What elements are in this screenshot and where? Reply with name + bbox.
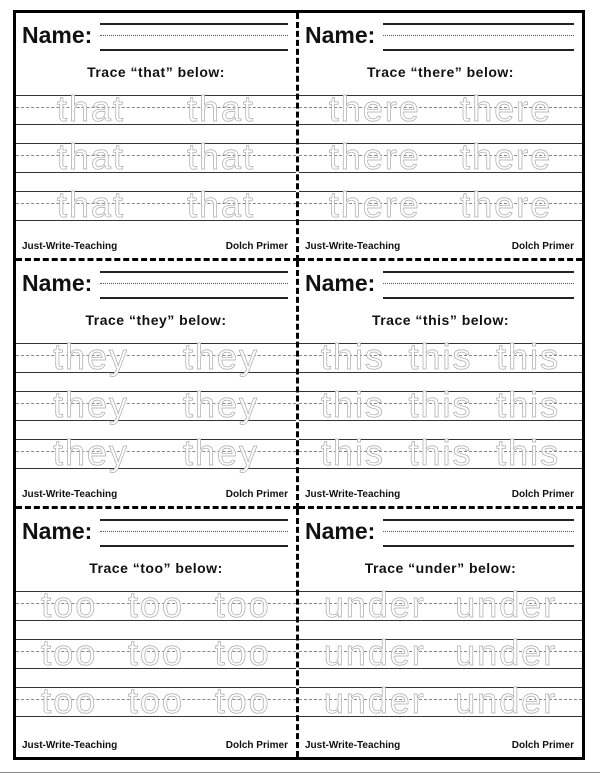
traceable-words (299, 585, 582, 625)
traceable-word[interactable]: they (52, 336, 130, 377)
traceable-words (16, 137, 296, 177)
footer-brand: Just-Write-Teaching (22, 489, 118, 500)
handwriting-row (299, 136, 582, 177)
traceable-words (299, 89, 582, 129)
traceable-word[interactable]: they (182, 336, 260, 377)
traceable-word[interactable]: too (127, 584, 184, 625)
traceable-word[interactable]: this (320, 432, 385, 473)
page-divider (0, 772, 600, 773)
name-line-bottom (383, 297, 574, 299)
traceable-words (16, 89, 296, 129)
traceable-word[interactable]: under (455, 680, 558, 721)
trace-card-they (16, 261, 299, 509)
trace-card-there (299, 13, 582, 261)
footer-level: Dolch Primer (225, 489, 288, 500)
footer-level: Dolch Primer (511, 740, 574, 751)
traceable-word[interactable]: too (41, 584, 98, 625)
traceable-words (299, 385, 582, 425)
traceable-words (299, 137, 582, 177)
name-input-line[interactable] (100, 531, 288, 532)
trace-card-too (16, 509, 299, 757)
name-input-line[interactable] (383, 531, 574, 532)
name-line-top (383, 23, 574, 25)
name-input-line[interactable] (100, 35, 288, 36)
handwriting-row (299, 432, 582, 473)
traceable-words (16, 185, 296, 225)
name-line-bottom (100, 49, 288, 51)
footer-brand: Just-Write-Teaching (22, 740, 118, 751)
handwriting-row (16, 136, 296, 177)
traceable-word[interactable]: too (41, 632, 98, 673)
traceable-word[interactable]: there (328, 184, 421, 225)
traceable-words (299, 185, 582, 225)
traceable-word[interactable]: this (408, 336, 473, 377)
traceable-word[interactable]: they (182, 432, 260, 473)
traceable-word[interactable]: there (328, 88, 421, 129)
traceable-word[interactable]: under (323, 632, 426, 673)
handwriting-row (299, 680, 582, 721)
traceable-word[interactable]: too (41, 680, 98, 721)
name-line-bottom (100, 297, 288, 299)
traceable-word[interactable]: under (323, 680, 426, 721)
name-line-bottom (383, 49, 574, 51)
traceable-word[interactable]: this (408, 432, 473, 473)
traceable-words (16, 633, 296, 673)
footer-brand: Just-Write-Teaching (305, 740, 401, 751)
handwriting-row (299, 632, 582, 673)
traceable-word[interactable]: this (320, 336, 385, 377)
traceable-words (16, 681, 296, 721)
traceable-word[interactable]: this (408, 384, 473, 425)
handwriting-row (299, 184, 582, 225)
footer-brand: Just-Write-Teaching (22, 241, 118, 252)
traceable-word[interactable]: that (56, 88, 126, 129)
traceable-words (16, 433, 296, 473)
handwriting-row (16, 336, 296, 377)
handwriting-row (16, 384, 296, 425)
name-input-line[interactable] (100, 283, 288, 284)
traceable-word[interactable]: there (328, 136, 421, 177)
traceable-word[interactable]: there (460, 88, 553, 129)
handwriting-row (16, 632, 296, 673)
handwriting-row (16, 184, 296, 225)
name-label: Name: (305, 22, 376, 48)
name-input-line[interactable] (383, 283, 574, 284)
traceable-word[interactable]: this (320, 384, 385, 425)
trace-card-this (299, 261, 582, 509)
traceable-word[interactable]: that (56, 136, 126, 177)
traceable-word[interactable]: there (460, 136, 553, 177)
traceable-word[interactable]: that (186, 184, 256, 225)
handwriting-row (299, 336, 582, 377)
handwriting-row (16, 680, 296, 721)
traceable-word[interactable]: they (52, 432, 130, 473)
name-line-bottom (383, 545, 574, 547)
traceable-word[interactable]: too (127, 680, 184, 721)
traceable-words (16, 385, 296, 425)
name-label: Name: (22, 270, 93, 296)
card-grid (16, 13, 582, 757)
name-label: Name: (305, 270, 376, 296)
name-line-top (100, 271, 288, 273)
name-line-top (383, 271, 574, 273)
name-line-bottom (100, 545, 288, 547)
traceable-words (299, 681, 582, 721)
trace-card-under (299, 509, 582, 757)
worksheet (13, 10, 585, 760)
traceable-words (16, 585, 296, 625)
name-line-top (100, 23, 288, 25)
traceable-word[interactable]: this (496, 336, 561, 377)
name-label: Name: (22, 22, 93, 48)
name-line-top (100, 519, 288, 521)
handwriting-row (16, 584, 296, 625)
name-label: Name: (22, 518, 93, 544)
handwriting-row (299, 384, 582, 425)
trace-instruction: Trace “this” below: (371, 312, 510, 328)
trace-instruction: Trace “too” below: (89, 560, 223, 576)
traceable-word[interactable]: under (455, 584, 558, 625)
handwriting-row (299, 584, 582, 625)
footer-brand: Just-Write-Teaching (305, 241, 401, 252)
traceable-word[interactable]: that (186, 136, 256, 177)
trace-instruction: Trace “that” below: (87, 64, 225, 80)
traceable-word[interactable]: under (455, 632, 558, 673)
traceable-word[interactable]: that (186, 88, 256, 129)
traceable-word[interactable]: too (214, 584, 271, 625)
footer-level: Dolch Primer (511, 489, 574, 500)
traceable-words (16, 337, 296, 377)
footer-level: Dolch Primer (225, 740, 288, 751)
handwriting-row (16, 88, 296, 129)
name-label: Name: (305, 518, 376, 544)
trace-card-that (16, 13, 299, 261)
traceable-word[interactable]: this (496, 384, 561, 425)
traceable-word[interactable]: too (214, 680, 271, 721)
name-line-top (383, 519, 574, 521)
traceable-word[interactable]: under (323, 584, 426, 625)
traceable-word[interactable]: that (56, 184, 126, 225)
traceable-word[interactable]: they (52, 384, 130, 425)
footer-level: Dolch Primer (225, 241, 288, 252)
trace-instruction: Trace “there” below: (367, 64, 514, 80)
traceable-words (299, 633, 582, 673)
footer-level: Dolch Primer (511, 241, 574, 252)
name-input-line[interactable] (383, 35, 574, 36)
footer-brand: Just-Write-Teaching (305, 489, 401, 500)
traceable-word[interactable]: they (182, 384, 260, 425)
traceable-words (299, 433, 582, 473)
traceable-words (299, 337, 582, 377)
handwriting-row (16, 432, 296, 473)
handwriting-row (299, 88, 582, 129)
traceable-word[interactable]: too (127, 632, 184, 673)
traceable-word[interactable]: there (460, 184, 553, 225)
traceable-word[interactable]: too (214, 632, 271, 673)
trace-instruction: Trace “under” below: (364, 560, 517, 576)
trace-instruction: Trace “they” below: (85, 312, 227, 328)
traceable-word[interactable]: this (496, 432, 561, 473)
